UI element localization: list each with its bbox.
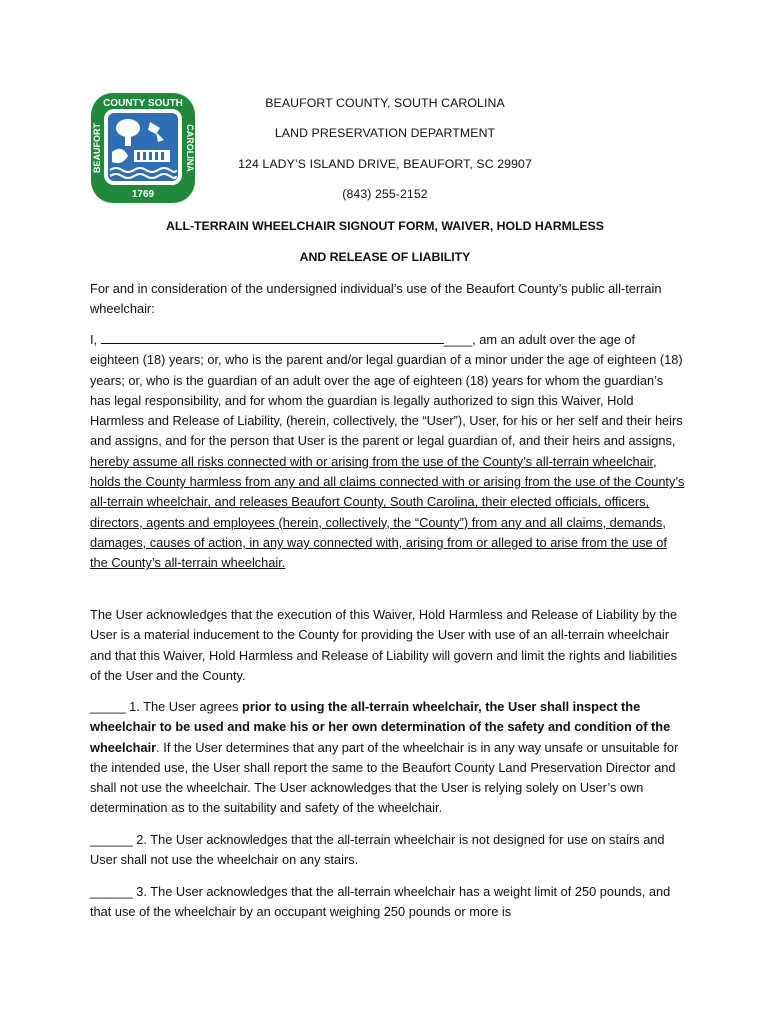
header-department: LAND PRESERVATION DEPARTMENT [274, 126, 496, 140]
name-blank-field[interactable] [101, 332, 444, 344]
item-1-initial-blank[interactable]: _____ [90, 699, 126, 714]
item-2-text: 2. The User acknowledges that the all-terrain wheelchair is not designed for use on stairs and User shall not use the wheelchair on any stairs. [90, 832, 665, 868]
item-3-initial-blank[interactable]: ______ [90, 884, 133, 899]
header-county: BEAUFORT COUNTY, SOUTH CAROLINA [265, 96, 505, 110]
header-phone: (843) 255-2152 [342, 187, 428, 201]
form-title-line2: AND RELEASE OF LIABILITY [299, 250, 471, 264]
seal-year: 1769 [131, 189, 155, 200]
seal-top-text: COUNTY SOUTH [103, 98, 183, 109]
seal-right-text: CAROLINA [185, 124, 195, 172]
item-1-bold-text: prior to using the all-terrain wheelchair, the User shall inspect the wheelchair to be used and make his or her own determination of the safety and condition of the wheelchair [90, 699, 671, 755]
item-3-text: 3. The User acknowledges that the all-terrain wheelchair has a weight limit of 250 pounds, and that use of the wheelchair by an occupant weighing 250 pounds or more is [90, 884, 671, 920]
name-blank-tail: ____ [443, 332, 473, 347]
item-2-initial-blank[interactable]: ______ [90, 832, 133, 847]
item-1-paragraph [90, 697, 685, 819]
acknowledgement-paragraph: The User acknowledges that the execution of this Waiver, Hold Harmless and Release of Liability by the User is a material inducement to the County for providing the User with use of an all-terrain wheelchair and that this Waiver, Hold Harmless and Release of Liability will govern and limit the rights and liabilities of the User and the County. [90, 607, 678, 683]
waiver-paragraph [90, 330, 685, 574]
intro-paragraph: For and in consideration of the undersigned individual’s use of the Beaufort County’s public all-terrain wheelchair: [90, 281, 662, 317]
item-1-lead: 1. The User agrees [125, 699, 243, 714]
header-address: 124 LADY’S ISLAND DRIVE, BEAUFORT, SC 29907 [238, 157, 532, 171]
waiver-text: , am an adult over the age of eighteen (18) years; or, who is the parent and/or legal guardian of a minor under the age of eighteen (18) years; or, who is the guardian of an adult over the age of eighteen (18) years for whom the guardian’s has legal responsibility, and for whom the guardian is legally authorized to sign this Waiver, Hold Harmless and Release of Liability, (herein, collectively, the “User”), User, for his or her self and their heirs and assigns, and for the person that User is the parent or legal guardian of, and their heirs and assigns, [90, 332, 683, 449]
form-title-line1: ALL-TERRAIN WHEELCHAIR SIGNOUT FORM, WAIVER, HOLD HARMLESS [166, 219, 604, 233]
waiver-underlined-text: hereby assume all risks connected with or arising from the use of the County’s all-terrain wheelchair, holds the County harmless from any and all claims connected with or arising from the use of the County’s all-terrain wheelchair, and releases Beaufort County, South Carolina, their elected officials, officers, directors, agents and employees (herein, collectively, the “County”) from any and all claims, demands, damages, causes of action, in any way connected with, arising from or alleged to arise from the use of the County’s all-terrain wheelchair. [90, 453, 685, 571]
seal-left-text: BEAUFORT [92, 123, 102, 173]
item-3-paragraph [90, 882, 685, 923]
item-1-rest: . If the User determines that any part of the wheelchair is in any way unsafe or unsuitable for the intended use, the User shall report the same to the Beaufort County Land Preservation Director and shall not use the wheelchair. The User acknowledges that the User is relying solely on User’s own determination as to the suitability and safety of the wheelchair. [90, 739, 679, 816]
waiver-lead: I, [90, 332, 98, 347]
item-2-paragraph [90, 830, 685, 871]
